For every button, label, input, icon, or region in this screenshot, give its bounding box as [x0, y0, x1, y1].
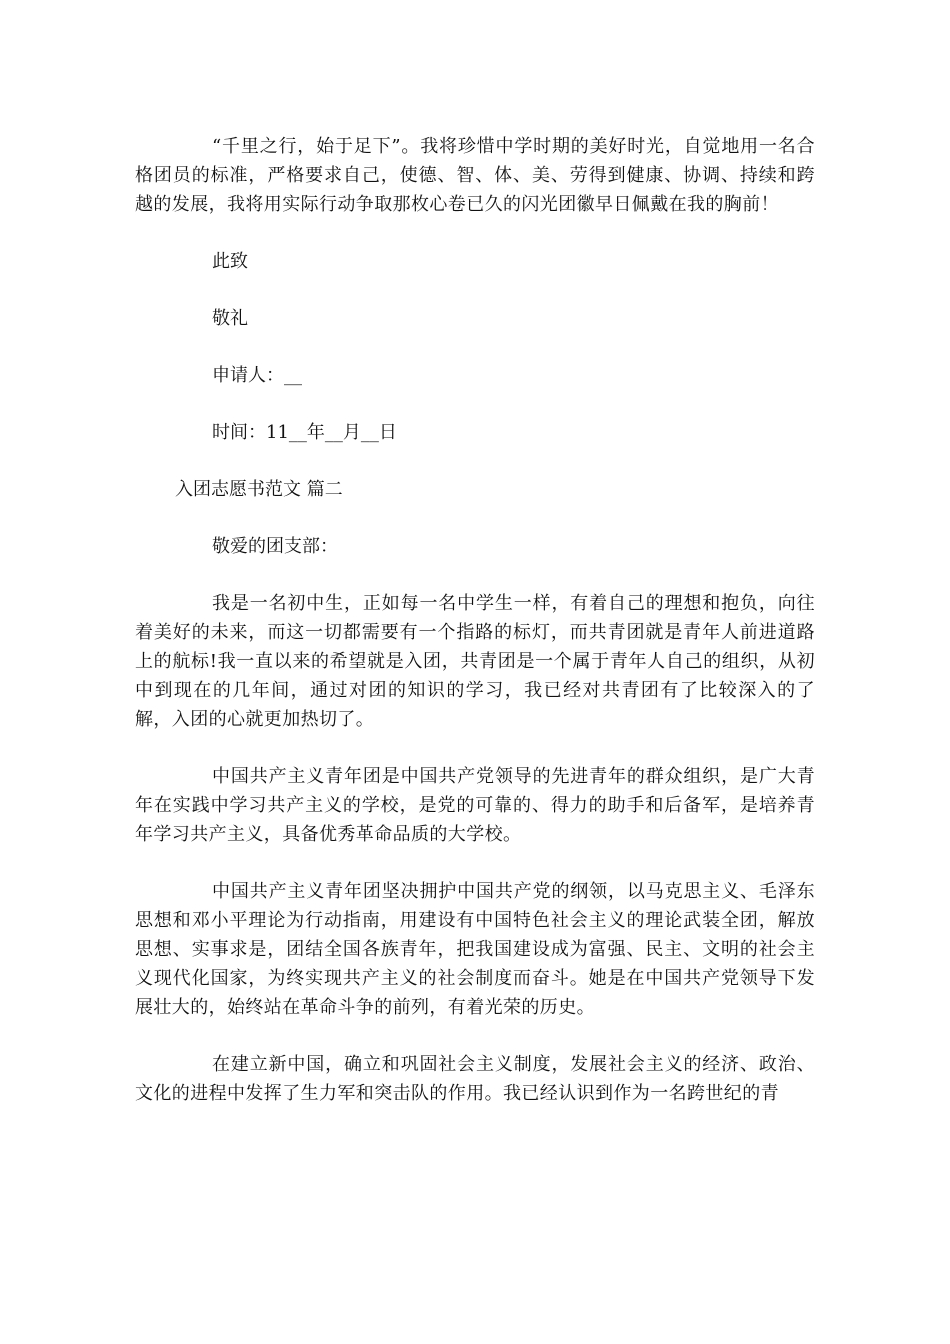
date-line: 时间：11__年__月__日: [212, 422, 397, 443]
applicant-line: 申请人：__: [212, 365, 302, 386]
document-page: [135, 132, 815, 1136]
paragraph-league-role: 在建立新中国，确立和巩固社会主义制度，发展社会主义的经济、政治、文化的进程中发挥了生力军和突击队的作用。我已经认识到作为一名跨世纪的青: [135, 1054, 815, 1104]
closing-salute: 敬礼: [212, 308, 248, 329]
paragraph-intro: 我是一名初中生，正如每一名中学生一样，有着自己的理想和抱负，向往着美好的未来，而这一切都需要有一个指路的标灯，而共青团就是青年人前进道路上的航标!我一直以来的希望就是入团，共青团是一个属于青年人自己的组织，从初中到现在的几年间，通过对团的知识的学习，我已经对共青团有了比较深入的了解，入团的心就更加热切了。: [135, 593, 815, 730]
paragraph-league-program: 中国共产主义青年团坚决拥护中国共产党的纲领，以马克思主义、毛泽东思想和邓小平理论为行动指南，用建设有中国特色社会主义的理论武装全团，解放思想、实事求是，团结全国各族青年，把我国建设成为富强、民主、文明的社会主义现代化国家，为终实现共产主义的社会制度而奋斗。她是在中国共产党领导下发展壮大的，始终站在革命斗争的前列，有着光荣的历史。: [135, 881, 815, 1018]
closing-greeting: 此致: [212, 251, 248, 272]
addressee: 敬爱的团支部：: [212, 536, 338, 557]
section-title: 入团志愿书范文 篇二: [175, 479, 343, 500]
paragraph-resolution: “千里之行，始于足下”。我将珍惜中学时期的美好时光，自觉地用一名合格团员的标准，严格要求自己，使德、智、体、美、劳得到健康、协调、持续和跨越的发展，我将用实际行动争取那枚心卷已久的闪光团徽早日佩戴在我的胸前！: [135, 136, 815, 215]
paragraph-league-definition: 中国共产主义青年团是中国共产党领导的先进青年的群众组织，是广大青年在实践中学习共产主义的学校，是党的可靠的、得力的助手和后备军，是培养青年学习共产主义，具备优秀革命品质的大学校。: [135, 766, 815, 845]
